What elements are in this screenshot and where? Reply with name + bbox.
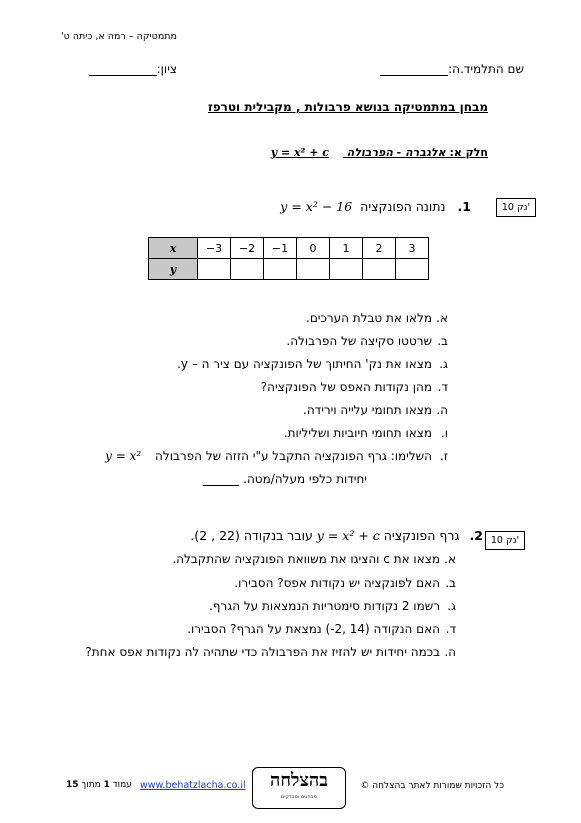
y-cell[interactable]	[330, 259, 363, 280]
course-label: מתמטיקה – רמה א, כיתה ט'	[61, 31, 177, 42]
q2-item-c: ג.רשמו 2 נקודות סימטריות הנמצאות על הגרף.	[208, 599, 456, 613]
q1-item-g-math: y = x²	[105, 449, 142, 463]
values-table	[148, 237, 429, 280]
grade-field[interactable]	[89, 62, 177, 76]
q2-number: 2.	[469, 528, 483, 543]
q1-item-g: ז.השלימו: גרף הפונקציה התקבל ע"י הזזה של הפרבולה y = x²	[105, 449, 448, 463]
part-a-equation: y = x² + c	[270, 146, 329, 159]
y-header: y	[149, 259, 198, 280]
q2-item-d: ד.האם הנקודה (14 ,2-) נמצאת על הגרף? הסבירו.	[187, 622, 456, 636]
grade-label: ציון:	[156, 62, 177, 76]
q1-item-e: ה.מצאו תחומי עלייה וירידה.	[303, 403, 448, 417]
x-cell: 2	[363, 238, 396, 259]
q2-item-b: ב.האם לפונקציה יש נקודות אפס? הסבירו.	[234, 576, 456, 590]
x-cell: 3	[396, 238, 429, 259]
q2-intro-b: עובר בנקודה (22 , 2).	[190, 528, 313, 543]
x-header: x	[149, 238, 198, 259]
site-logo: בהצלחה מבחנים ומבדקים	[252, 767, 346, 809]
q1-points-box: 10 נק'	[496, 198, 536, 217]
footer-rights: כל הזכויות שמורות לאתר בהצלחה ©	[360, 781, 504, 791]
x-row	[149, 238, 429, 259]
student-name-field[interactable]	[380, 62, 524, 76]
q2-item-a: א.מצאו את c והציגו את משוואת הפונקציה שהתקבלה.	[172, 552, 456, 566]
y-cell[interactable]	[297, 259, 330, 280]
q2-heading	[190, 528, 483, 543]
q1-function: y = x² − 16	[280, 199, 353, 214]
q2-points-box: 10 נק'	[485, 531, 525, 550]
grade-blank[interactable]	[89, 63, 157, 76]
x-cell: 0	[297, 238, 330, 259]
footer-url[interactable]: www.behatzlacha.co.il	[140, 780, 246, 791]
part-a-heading	[271, 146, 488, 159]
x-cell: −2	[231, 238, 264, 259]
y-cell[interactable]	[231, 259, 264, 280]
y-row	[149, 259, 429, 280]
q2-function: y = x² + c	[316, 528, 380, 543]
page-counter: עמוד 1 מתוך 15	[66, 780, 132, 790]
q1-item-d: ד.מהן נקודות האפס של הפונקציה?	[260, 380, 448, 394]
answer-blank[interactable]	[203, 473, 239, 486]
y-cell[interactable]	[396, 259, 429, 280]
x-cell: −1	[264, 238, 297, 259]
y-cell[interactable]	[264, 259, 297, 280]
part-a-label: חלק א:	[449, 146, 488, 159]
q2-intro-a: גרף הפונקציה	[383, 528, 460, 543]
q2-item-e: ה.בכמה יחידות יש להזיז את הפרבולה כדי שתהיה לה נקודות אפס אחת?	[85, 645, 456, 659]
part-a-subtitle: אלגברה - הפרבולה	[346, 146, 446, 159]
q1-item-c: ג.מצאו את נק' החיתוך של הפונקציה עם ציר ה – y.	[177, 357, 448, 371]
y-cell[interactable]	[198, 259, 231, 280]
q1-item-b: ב.שרטטו סקיצה של הפרבולה.	[286, 334, 448, 348]
student-name-label: שם התלמיד.ה:	[448, 62, 524, 76]
x-cell: 1	[330, 238, 363, 259]
y-cell[interactable]	[363, 259, 396, 280]
q1-item-f: ו.מצאו תחומי חיוביות ושליליות.	[283, 426, 448, 440]
q1-heading	[280, 199, 471, 214]
q1-intro: נתונה הפונקציה	[360, 199, 446, 214]
x-cell: −3	[198, 238, 231, 259]
q1-item-a: א.מלאו את טבלת הערכים.	[306, 311, 448, 325]
student-name-blank[interactable]	[380, 63, 448, 76]
q1-number: 1.	[457, 199, 471, 214]
exam-title: מבחן במתמטיקה בנושא פרבולות , מקבילית וטרפז	[207, 100, 488, 114]
q1-item-g-cont: יחידות כלפי מעלה/מטה.	[203, 472, 367, 486]
